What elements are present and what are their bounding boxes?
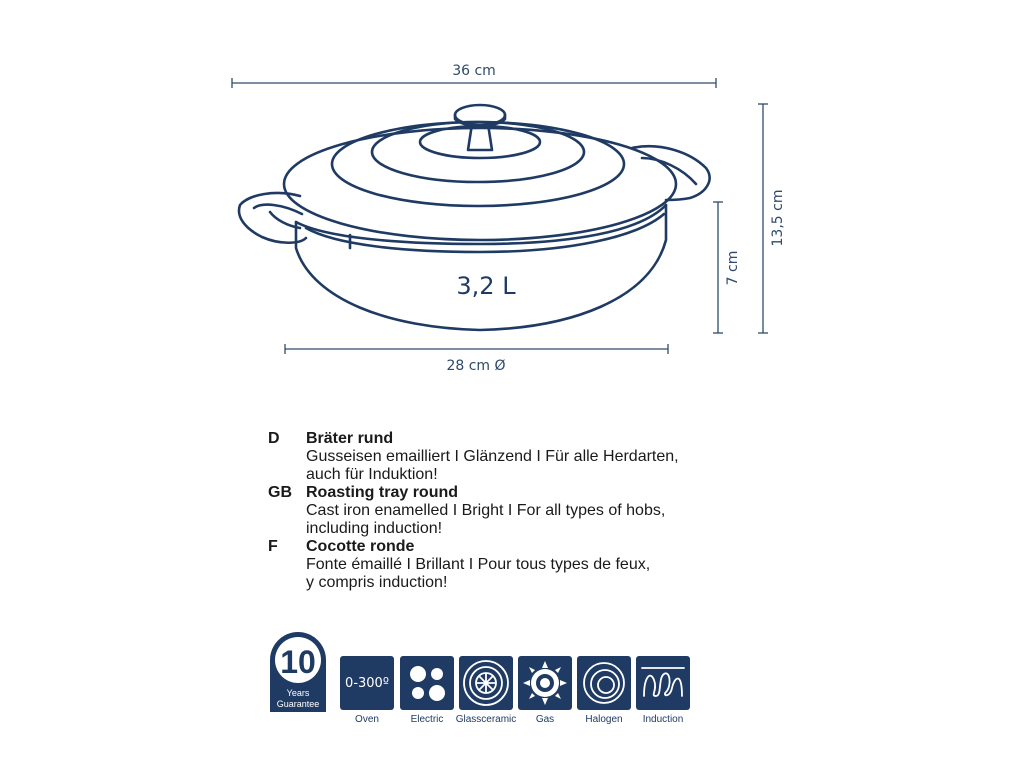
description-german xyxy=(268,430,788,484)
oven-icon xyxy=(340,656,394,710)
description-title: Roasting tray round xyxy=(306,484,459,501)
glassceramic-label: Glassceramic xyxy=(455,714,517,725)
induction-label: Induction xyxy=(642,714,684,725)
electric-hob-icon xyxy=(400,656,454,710)
description-line: Cast iron enamelled I Bright I For all types of hobs, xyxy=(306,502,666,519)
halogen-hob-icon xyxy=(577,656,631,710)
description-line: Gusseisen emailliert I Glänzend I Für alle Herdarten, xyxy=(306,448,679,465)
description-english xyxy=(268,484,788,538)
description-line: y compris induction! xyxy=(306,574,448,591)
volume-label: 3,2 L xyxy=(456,272,516,300)
total-height-label: 13,5 cm xyxy=(770,189,786,247)
hob-compatibility-icons xyxy=(268,630,708,740)
halogen-label: Halogen xyxy=(585,714,623,725)
product-descriptions xyxy=(268,430,788,592)
description-french xyxy=(268,538,788,592)
body-height-label: 7 cm xyxy=(725,250,741,286)
description-title: Cocotte ronde xyxy=(306,538,415,555)
oven-temperature-text: 0-300º xyxy=(345,676,389,691)
warranty-years-text: Years xyxy=(286,688,310,698)
description-line: Fonte émaillé I Brillant I Pour tous types de feux, xyxy=(306,556,651,573)
warranty-years-number: 10 xyxy=(280,644,316,680)
language-code: F xyxy=(268,538,278,555)
electric-label: Electric xyxy=(410,714,444,725)
width-label: 36 cm xyxy=(452,63,496,79)
language-code: GB xyxy=(268,484,292,501)
description-line: auch für Induktion! xyxy=(306,466,438,483)
induction-coil-icon xyxy=(636,656,690,710)
diameter-label: 28 cm Ø xyxy=(446,358,506,374)
oven-label: Oven xyxy=(355,714,379,725)
gas-flame-icon xyxy=(518,656,572,710)
warranty-guarantee-text: Guarantee xyxy=(276,699,320,709)
warranty-badge-icon xyxy=(270,632,326,712)
language-code: D xyxy=(268,430,280,447)
description-title: Bräter rund xyxy=(306,430,394,447)
gas-label: Gas xyxy=(535,714,555,725)
description-line: including induction! xyxy=(306,520,443,537)
glassceramic-hob-icon xyxy=(459,656,513,710)
